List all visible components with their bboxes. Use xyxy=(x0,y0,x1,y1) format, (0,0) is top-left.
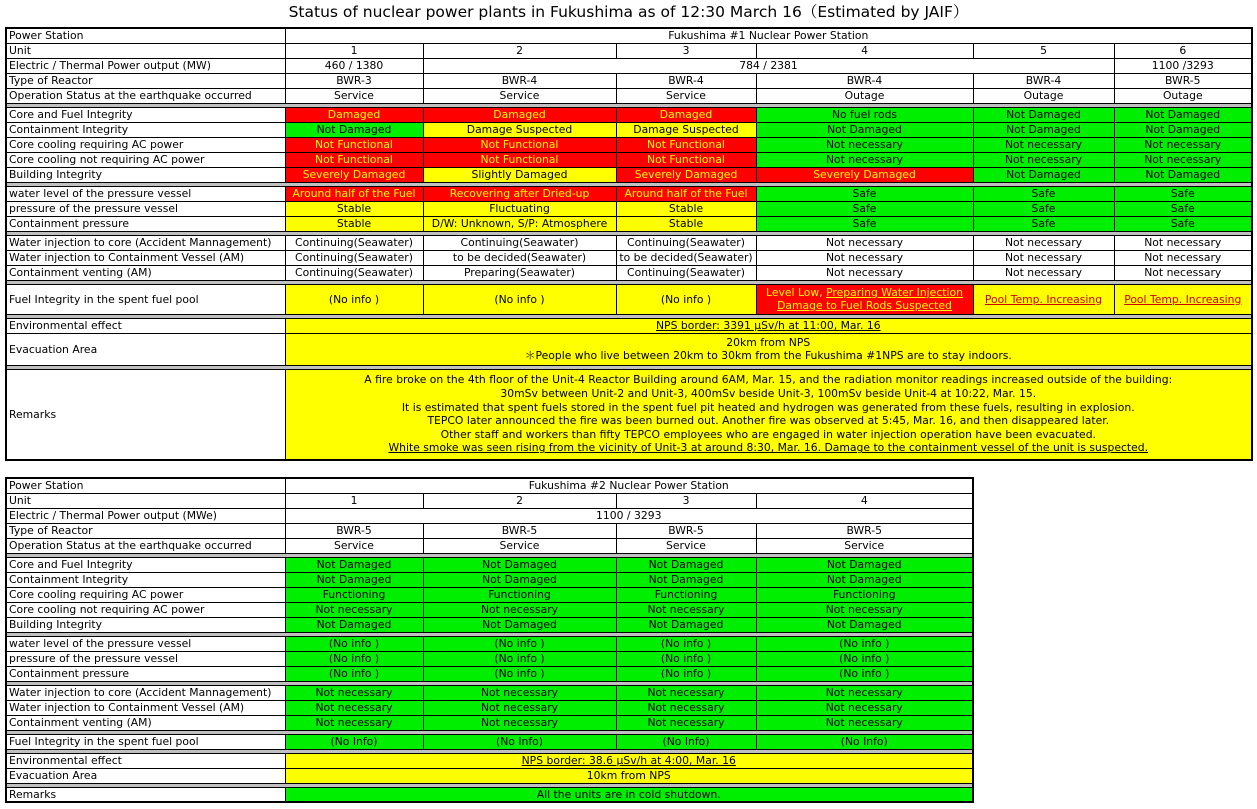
core-cooling-not-requiring-ac-power-label: Core cooling not requiring AC power xyxy=(6,602,285,617)
reactor-type-label: Type of Reactor xyxy=(6,73,285,88)
remarks-line: Other staff and workers than fifty TEPCO employees who are engaged in water injection operation have been evacuated. xyxy=(440,427,1096,441)
status-row xyxy=(6,685,973,700)
remarks-line: 30mSv between Unit-2 and Unit-3, 400mSv beside Unit-3, 100mSv beside Unit-4 at 10:22, Mar. 15. xyxy=(500,387,1037,401)
spent-fuel-u6-text: Pool Temp. Increasing xyxy=(1124,292,1242,306)
status-cell-unit-2: Not Functional xyxy=(423,152,616,167)
status-cell-unit-1: Functioning xyxy=(285,587,423,602)
status-row xyxy=(6,137,1252,152)
status-cell-unit-4: Not necessary xyxy=(756,235,973,250)
status-row xyxy=(6,235,1252,250)
status-cell-unit-2: (No info ) xyxy=(423,636,616,651)
status-row xyxy=(6,651,973,666)
status-cell-unit-2: D/W: Unknown, S/P: Atmosphere xyxy=(423,216,616,231)
spent-fuel-u4-status: Level Low, xyxy=(766,286,827,299)
status-cell-unit-4: No fuel rods xyxy=(756,107,973,122)
status-cell-unit-1: Severely Damaged xyxy=(285,167,423,182)
spent-fuel-u4-damage: Damage to Fuel Rods Suspected xyxy=(777,299,952,312)
status-cell-unit-4: Not necessary xyxy=(756,250,973,265)
environmental-effect-label: Environmental effect xyxy=(6,753,285,768)
operation-status-cell: Service xyxy=(285,538,423,553)
spent-fuel-cell: (No info ) xyxy=(423,284,616,314)
status-cell-unit-3: Damage Suspected xyxy=(616,122,756,137)
water-level-of-the-pressure-vessel-label: water level of the pressure vessel xyxy=(6,186,285,201)
remarks-line: It is estimated that spent fuels stored in the spent fuel pit heated and hydrogen was generated from these fuels, resulting in explosion. xyxy=(401,400,1135,414)
status-row xyxy=(6,107,1252,122)
status-row xyxy=(6,666,973,681)
status-cell-unit-2: Preparing(Seawater) xyxy=(423,265,616,280)
status-cell-unit-4: Safe xyxy=(756,186,973,201)
status-cell-unit-5: Not Damaged xyxy=(973,107,1114,122)
reactor-type-cell: BWR-5 xyxy=(1114,73,1252,88)
status-row xyxy=(6,636,973,651)
water-level-of-the-pressure-vessel-label: water level of the pressure vessel xyxy=(6,636,285,651)
status-row xyxy=(6,167,1252,182)
status-cell-unit-1: Continuing(Seawater) xyxy=(285,235,423,250)
status-cell-unit-3: Not necessary xyxy=(616,715,756,730)
evacuation-area-cell xyxy=(285,333,1252,365)
status-cell-unit-3: Around half of the Fuel xyxy=(616,186,756,201)
status-cell-unit-6: Safe xyxy=(1114,216,1252,231)
status-cell-unit-1: Not Functional xyxy=(285,152,423,167)
power-station-name: Fukushima #1 Nuclear Power Station xyxy=(285,28,1252,43)
evacuation-note: ＊People who live between 20km to 30km from the Fukushima #1NPS are to stay indoors. xyxy=(524,349,1012,362)
spent-fuel-cell-unit4 xyxy=(756,284,973,314)
water-injection-to-containment-vessel-am-label: Water injection to Containment Vessel (AM) xyxy=(6,700,285,715)
status-cell-unit-1: Not necessary xyxy=(285,700,423,715)
status-cell-unit-5: Not necessary xyxy=(973,152,1114,167)
status-cell-unit-2: Not necessary xyxy=(423,700,616,715)
status-cell-unit-3: to be decided(Seawater) xyxy=(616,250,756,265)
status-cell-unit-3: Not Functional xyxy=(616,137,756,152)
status-cell-unit-2: Not Functional xyxy=(423,137,616,152)
status-cell-unit-6: Safe xyxy=(1114,201,1252,216)
unit-header: 3 xyxy=(616,43,756,58)
status-cell-unit-2: Not necessary xyxy=(423,602,616,617)
power-output-cell: 1100 / 3293 xyxy=(285,508,973,523)
spent-fuel-cell-unit5 xyxy=(973,284,1114,314)
status-cell-unit-5: Not necessary xyxy=(973,137,1114,152)
status-cell-unit-4: Not Damaged xyxy=(756,122,973,137)
evacuation-area-label: Evacuation Area xyxy=(6,333,285,365)
operation-status-cell: Service xyxy=(616,88,756,103)
status-cell-unit-5: Not necessary xyxy=(973,265,1114,280)
power-output-label: Electric / Thermal Power output (MWe) xyxy=(6,508,285,523)
water-injection-to-core-accident-mannagement-label: Water injection to core (Accident Mannagement) xyxy=(6,685,285,700)
spent-fuel-cell: (No info ) xyxy=(285,284,423,314)
reactor-type-cell: BWR-4 xyxy=(756,73,973,88)
status-cell-unit-3: Not necessary xyxy=(616,700,756,715)
pressure-of-the-pressure-vessel-label: pressure of the pressure vessel xyxy=(6,651,285,666)
water-injection-to-containment-vessel-am-label: Water injection to Containment Vessel (AM) xyxy=(6,250,285,265)
status-row xyxy=(6,715,973,730)
status-cell-unit-5: Safe xyxy=(973,201,1114,216)
status-cell-unit-3: Not necessary xyxy=(616,685,756,700)
status-cell-unit-3: Severely Damaged xyxy=(616,167,756,182)
evacuation-area-cell: 10km from NPS xyxy=(285,768,973,783)
status-cell-unit-4: Not necessary xyxy=(756,152,973,167)
reactor-type-cell: BWR-4 xyxy=(616,73,756,88)
status-cell-unit-2: Continuing(Seawater) xyxy=(423,235,616,250)
status-cell-unit-4: Safe xyxy=(756,201,973,216)
status-cell-unit-6: Not necessary xyxy=(1114,137,1252,152)
status-cell-unit-1: Damaged xyxy=(285,107,423,122)
containment-venting-am-label: Containment venting (AM) xyxy=(6,715,285,730)
reactor-type-cell: BWR-5 xyxy=(756,523,973,538)
status-row xyxy=(6,216,1252,231)
status-cell-unit-6: Not necessary xyxy=(1114,152,1252,167)
status-cell-unit-1: Not Functional xyxy=(285,137,423,152)
status-cell-unit-5: Not necessary xyxy=(973,250,1114,265)
status-cell-unit-3: Stable xyxy=(616,201,756,216)
status-cell-unit-1: Not Damaged xyxy=(285,122,423,137)
status-cell-unit-3: (No info ) xyxy=(616,636,756,651)
status-cell-unit-1: (No Info) xyxy=(285,734,423,749)
status-cell-unit-4: (No info ) xyxy=(756,636,973,651)
status-cell-unit-1: Not necessary xyxy=(285,602,423,617)
status-cell-unit-1: (No info ) xyxy=(285,636,423,651)
operation-status-cell: Service xyxy=(616,538,756,553)
core-cooling-not-requiring-ac-power-label: Core cooling not requiring AC power xyxy=(6,152,285,167)
status-cell-unit-1: Not necessary xyxy=(285,715,423,730)
status-cell-unit-3: Not Damaged xyxy=(616,557,756,572)
unit-header: 3 xyxy=(616,493,756,508)
status-cell-unit-1: Not necessary xyxy=(285,685,423,700)
status-cell-unit-2: Recovering after Dried-up xyxy=(423,186,616,201)
status-cell-unit-6: Not necessary xyxy=(1114,235,1252,250)
fukushima-2-status-table xyxy=(5,477,974,803)
spent-fuel-label: Fuel Integrity in the spent fuel pool xyxy=(6,284,285,314)
status-cell-unit-3: Continuing(Seawater) xyxy=(616,265,756,280)
status-cell-unit-6: Not necessary xyxy=(1114,265,1252,280)
status-cell-unit-4: Not necessary xyxy=(756,137,973,152)
unit-header: 1 xyxy=(285,43,423,58)
status-cell-unit-1: Not Damaged xyxy=(285,557,423,572)
containment-pressure-label: Containment pressure xyxy=(6,216,285,231)
status-row xyxy=(6,122,1252,137)
status-cell-unit-4: Not Damaged xyxy=(756,557,973,572)
unit-header: 2 xyxy=(423,43,616,58)
status-cell-unit-4: Not necessary xyxy=(756,685,973,700)
status-cell-unit-2: Not Damaged xyxy=(423,572,616,587)
operation-status-cell: Service xyxy=(285,88,423,103)
status-cell-unit-2: Fluctuating xyxy=(423,201,616,216)
status-cell-unit-6: Not Damaged xyxy=(1114,167,1252,182)
status-cell-unit-2: (No info ) xyxy=(423,666,616,681)
unit-header: 4 xyxy=(756,43,973,58)
environmental-effect-cell: NPS border: 3391 μSv/h at 11:00, Mar. 16 xyxy=(285,318,1252,333)
status-cell-unit-2: Damage Suspected xyxy=(423,122,616,137)
status-cell-unit-1: Stable xyxy=(285,201,423,216)
power-station-name: Fukushima #2 Nuclear Power Station xyxy=(285,478,973,493)
containment-pressure-label: Containment pressure xyxy=(6,666,285,681)
status-row xyxy=(6,602,973,617)
remarks-label: Remarks xyxy=(6,369,285,460)
status-cell-unit-4: Not necessary xyxy=(756,265,973,280)
unit-header: 4 xyxy=(756,493,973,508)
status-cell-unit-5: Safe xyxy=(973,186,1114,201)
status-cell-unit-2: Not necessary xyxy=(423,685,616,700)
status-cell-unit-3: (No info ) xyxy=(616,651,756,666)
remarks-line: White smoke was seen rising from the vicinity of Unit-3 at around 8:30, Mar. 16. Damage to the containment vessel of the unit is suspected. xyxy=(388,441,1149,455)
operation-status-cell: Service xyxy=(423,538,616,553)
status-cell-unit-4: Safe xyxy=(756,216,973,231)
power-output-cell: 1100 /3293 xyxy=(1114,58,1252,73)
status-cell-unit-4: (No Info) xyxy=(756,734,973,749)
status-cell-unit-2: Damaged xyxy=(423,107,616,122)
fuel-integrity-in-the-spent-fuel-pool-label: Fuel Integrity in the spent fuel pool xyxy=(6,734,285,749)
status-cell-unit-4: (No info ) xyxy=(756,651,973,666)
reactor-type-label: Type of Reactor xyxy=(6,523,285,538)
containment-venting-am-label: Containment venting (AM) xyxy=(6,265,285,280)
evacuation-radius: 20km from NPS xyxy=(726,336,811,349)
status-cell-unit-4: Not necessary xyxy=(756,715,973,730)
status-row xyxy=(6,587,973,602)
operation-status-cell: Service xyxy=(756,538,973,553)
spent-fuel-cell-unit6 xyxy=(1114,284,1252,314)
operation-status-cell: Outage xyxy=(1114,88,1252,103)
remarks-cell: All the units are in cold shutdown. xyxy=(285,787,973,802)
status-cell-unit-3: Not necessary xyxy=(616,602,756,617)
status-cell-unit-6: Not Damaged xyxy=(1114,107,1252,122)
status-cell-unit-4: Functioning xyxy=(756,587,973,602)
remarks-cell xyxy=(285,369,1252,460)
fukushima-1-status-table xyxy=(5,27,1253,461)
status-row xyxy=(6,734,973,749)
operation-status-label: Operation Status at the earthquake occurred xyxy=(6,88,285,103)
status-cell-unit-3: (No info ) xyxy=(616,666,756,681)
core-cooling-requiring-ac-power-label: Core cooling requiring AC power xyxy=(6,587,285,602)
unit-label: Unit xyxy=(6,43,285,58)
reactor-type-cell: BWR-3 xyxy=(285,73,423,88)
power-station-label: Power Station xyxy=(6,478,285,493)
reactor-type-cell: BWR-4 xyxy=(973,73,1114,88)
power-output-cell: 460 / 1380 xyxy=(285,58,423,73)
environmental-effect-cell: NPS border: 38.6 μSv/h at 4:00, Mar. 16 xyxy=(285,753,973,768)
status-cell-unit-5: Not necessary xyxy=(973,235,1114,250)
core-cooling-requiring-ac-power-label: Core cooling requiring AC power xyxy=(6,137,285,152)
remarks-line: A fire broke on the 4th floor of the Unit-4 Reactor Building around 6AM, Mar. 15, and the radiation monitor readings increased outside of the building: xyxy=(364,373,1173,387)
status-cell-unit-1: Around half of the Fuel xyxy=(285,186,423,201)
containment-integrity-label: Containment Integrity xyxy=(6,572,285,587)
status-cell-unit-3: Not Functional xyxy=(616,152,756,167)
power-output-label: Electric / Thermal Power output (MW) xyxy=(6,58,285,73)
status-row xyxy=(6,700,973,715)
status-cell-unit-1: Stable xyxy=(285,216,423,231)
status-cell-unit-3: Stable xyxy=(616,216,756,231)
status-cell-unit-2: Functioning xyxy=(423,587,616,602)
reactor-type-cell: BWR-5 xyxy=(423,523,616,538)
status-cell-unit-3: Continuing(Seawater) xyxy=(616,235,756,250)
unit-header: 1 xyxy=(285,493,423,508)
status-row xyxy=(6,557,973,572)
status-cell-unit-5: Not Damaged xyxy=(973,167,1114,182)
status-cell-unit-2: (No info ) xyxy=(423,651,616,666)
status-cell-unit-3: Not Damaged xyxy=(616,617,756,632)
reactor-type-cell: BWR-5 xyxy=(616,523,756,538)
unit-header: 6 xyxy=(1114,43,1252,58)
status-cell-unit-5: Not Damaged xyxy=(973,122,1114,137)
status-cell-unit-1: (No info ) xyxy=(285,666,423,681)
document-title: Status of nuclear power plants in Fukushima as of 12:30 March 16（Estimated by JAIF） xyxy=(288,3,969,21)
status-cell-unit-2: Not Damaged xyxy=(423,557,616,572)
building-integrity-label: Building Integrity xyxy=(6,167,285,182)
status-cell-unit-1: Not Damaged xyxy=(285,572,423,587)
status-cell-unit-1: Continuing(Seawater) xyxy=(285,250,423,265)
status-row xyxy=(6,250,1252,265)
operation-status-cell: Outage xyxy=(973,88,1114,103)
operation-status-label: Operation Status at the earthquake occurred xyxy=(6,538,285,553)
spent-fuel-u4-action: Preparing Water Injection xyxy=(826,286,963,299)
status-row xyxy=(6,201,1252,216)
containment-integrity-label: Containment Integrity xyxy=(6,122,285,137)
status-cell-unit-5: Safe xyxy=(973,216,1114,231)
status-row xyxy=(6,186,1252,201)
core-and-fuel-integrity-label: Core and Fuel Integrity xyxy=(6,107,285,122)
spent-fuel-u5-text: Pool Temp. Increasing xyxy=(984,292,1103,306)
status-row xyxy=(6,265,1252,280)
remarks-line: TEPCO later announced the fire was been burned out. Another fire was observed at 5:45, Mar. 16, and then disappeared later. xyxy=(427,414,1110,428)
water-injection-to-core-accident-mannagement-label: Water injection to core (Accident Mannagement) xyxy=(6,235,285,250)
status-row xyxy=(6,617,973,632)
status-cell-unit-1: Continuing(Seawater) xyxy=(285,265,423,280)
evacuation-area-label: Evacuation Area xyxy=(6,768,285,783)
reactor-type-cell: BWR-5 xyxy=(285,523,423,538)
status-cell-unit-1: Not Damaged xyxy=(285,617,423,632)
power-output-cell: 784 / 2381 xyxy=(423,58,1114,73)
unit-header: 2 xyxy=(423,493,616,508)
spent-fuel-cell: (No info ) xyxy=(616,284,756,314)
status-cell-unit-4: Not necessary xyxy=(756,700,973,715)
status-cell-unit-4: Not Damaged xyxy=(756,617,973,632)
status-cell-unit-2: Slightly Damaged xyxy=(423,167,616,182)
status-cell-unit-4: Not Damaged xyxy=(756,572,973,587)
status-row xyxy=(6,572,973,587)
status-cell-unit-3: (No Info) xyxy=(616,734,756,749)
operation-status-cell: Outage xyxy=(756,88,973,103)
unit-header: 5 xyxy=(973,43,1114,58)
status-cell-unit-3: Damaged xyxy=(616,107,756,122)
status-cell-unit-6: Safe xyxy=(1114,186,1252,201)
power-station-label: Power Station xyxy=(6,28,285,43)
reactor-type-cell: BWR-4 xyxy=(423,73,616,88)
status-cell-unit-4: Severely Damaged xyxy=(756,167,973,182)
status-cell-unit-3: Functioning xyxy=(616,587,756,602)
remarks-label: Remarks xyxy=(6,787,285,802)
status-cell-unit-2: to be decided(Seawater) xyxy=(423,250,616,265)
pressure-of-the-pressure-vessel-label: pressure of the pressure vessel xyxy=(6,201,285,216)
status-cell-unit-3: Not Damaged xyxy=(616,572,756,587)
status-cell-unit-2: Not Damaged xyxy=(423,617,616,632)
status-cell-unit-2: (No Info) xyxy=(423,734,616,749)
status-cell-unit-6: Not necessary xyxy=(1114,250,1252,265)
building-integrity-label: Building Integrity xyxy=(6,617,285,632)
environmental-effect-label: Environmental effect xyxy=(6,318,285,333)
status-row xyxy=(6,152,1252,167)
status-cell-unit-1: (No info ) xyxy=(285,651,423,666)
status-cell-unit-4: Not necessary xyxy=(756,602,973,617)
operation-status-cell: Service xyxy=(423,88,616,103)
core-and-fuel-integrity-label: Core and Fuel Integrity xyxy=(6,557,285,572)
status-cell-unit-2: Not necessary xyxy=(423,715,616,730)
unit-label: Unit xyxy=(6,493,285,508)
status-cell-unit-4: (No info ) xyxy=(756,666,973,681)
status-cell-unit-6: Not Damaged xyxy=(1114,122,1252,137)
